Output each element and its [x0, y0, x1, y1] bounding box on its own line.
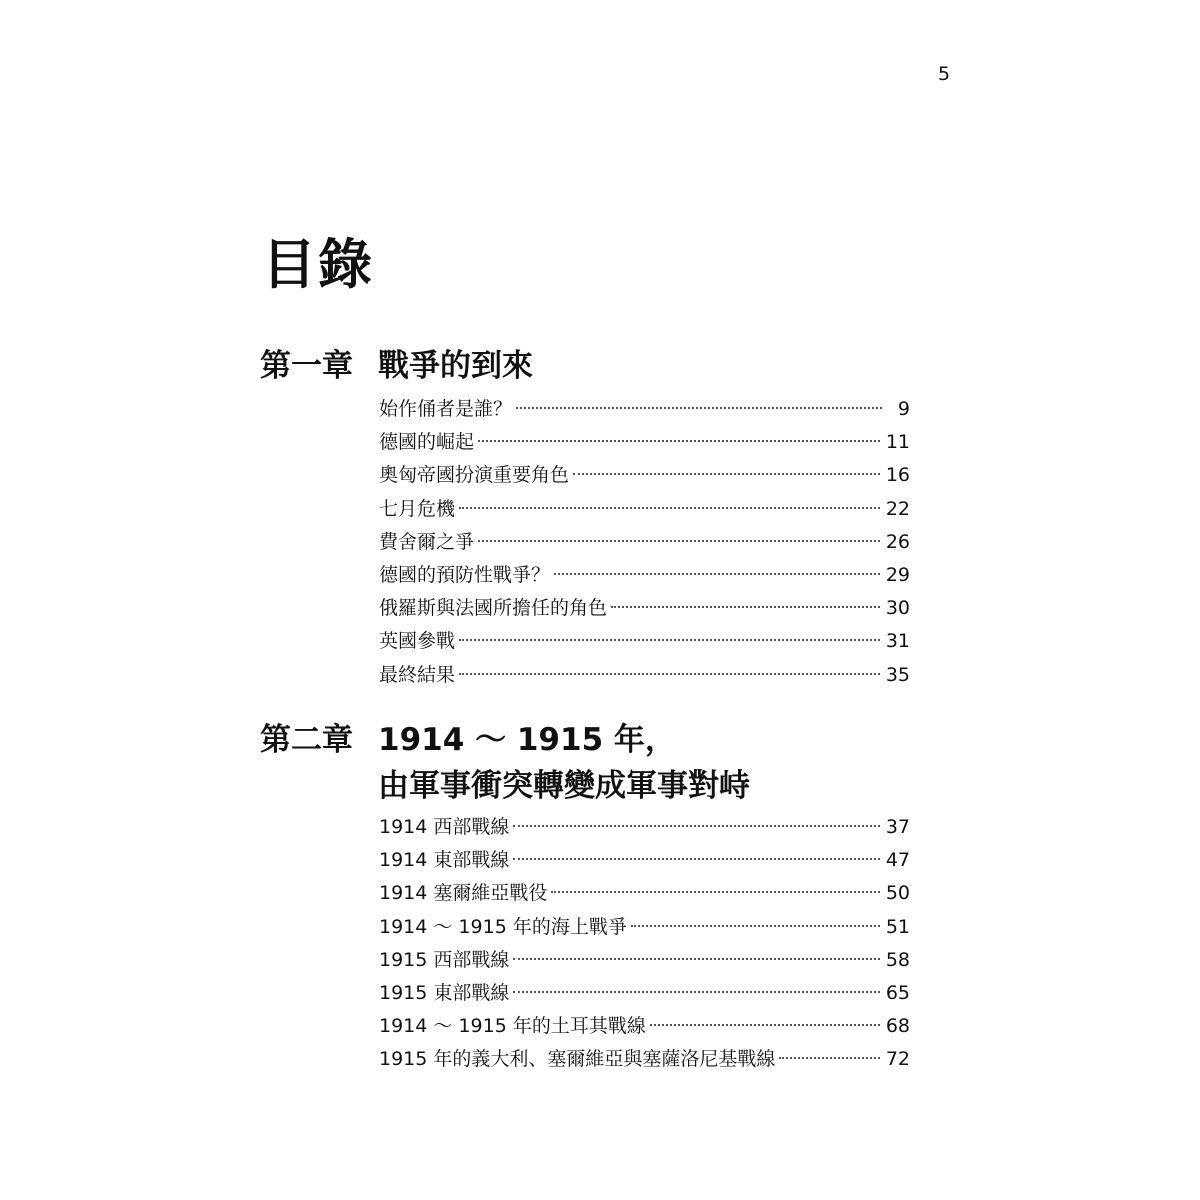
chapter-heading-2[interactable]: [260, 720, 750, 806]
dot-leader: [516, 407, 882, 409]
entry-page: 22: [885, 497, 910, 520]
toc-entry[interactable]: [379, 393, 910, 426]
dot-leader: [513, 858, 879, 860]
toc-entry[interactable]: [379, 625, 910, 658]
entry-page: 30: [885, 597, 910, 620]
dot-leader: [459, 673, 880, 675]
toc-entry[interactable]: [379, 944, 910, 977]
entry-label: 1915 西部戰線: [379, 948, 510, 971]
chapter-number: 第二章: [260, 722, 353, 758]
entry-label: 1914 ～ 1915 年的土耳其戰線: [379, 1015, 646, 1038]
dot-leader: [459, 507, 880, 509]
toc-entry[interactable]: [379, 811, 910, 844]
chapter-title: 戰爭的到來: [378, 348, 533, 384]
toc-entry[interactable]: [379, 844, 910, 877]
toc-entry[interactable]: [379, 592, 910, 625]
entry-page: 35: [885, 663, 910, 686]
chapter-1-entries: [379, 393, 910, 692]
dot-leader: [631, 925, 880, 927]
entry-label: 德國的崛起: [379, 431, 475, 454]
dot-leader: [513, 991, 879, 993]
toc-entry[interactable]: [379, 459, 910, 492]
entry-page: 47: [885, 849, 910, 872]
entry-label: 七月危機: [379, 497, 456, 520]
entry-page: 11: [885, 431, 910, 454]
entry-label: 費舍爾之爭: [379, 530, 475, 553]
entry-label: 俄羅斯與法國所擔任的角色: [379, 597, 608, 620]
toc-entry[interactable]: [379, 426, 910, 459]
toc-entry[interactable]: [379, 1043, 910, 1076]
toc-title: 目錄: [262, 232, 374, 296]
entry-page: 26: [885, 530, 910, 553]
toc-entry[interactable]: [379, 977, 910, 1010]
toc-entry[interactable]: [379, 659, 910, 692]
chapter-heading-1[interactable]: [260, 346, 533, 386]
toc-entry[interactable]: [379, 526, 910, 559]
entry-label: 1914 西部戰線: [379, 816, 510, 838]
entry-label: 始作俑者是誰？: [379, 398, 513, 420]
entry-page: 51: [885, 915, 910, 938]
dot-leader: [478, 540, 880, 542]
toc-entry[interactable]: [379, 493, 910, 526]
dot-leader: [650, 1024, 880, 1026]
entry-page: 9: [897, 398, 910, 420]
chapter-number: 第一章: [260, 348, 353, 384]
entry-page: 72: [885, 1048, 910, 1071]
dot-leader: [513, 825, 879, 827]
toc-entry[interactable]: [379, 1010, 910, 1043]
entry-label: 德國的預防性戰爭？: [379, 563, 551, 586]
entry-page: 65: [885, 981, 910, 1004]
entry-page: 68: [885, 1015, 910, 1038]
entry-page: 29: [885, 563, 910, 586]
toc-entry[interactable]: [379, 877, 910, 910]
chapter-title: 1914 ～ 1915 年，: [378, 722, 676, 758]
entry-label: 1914 塞爾維亞戰役: [379, 882, 548, 905]
dot-leader: [611, 606, 880, 608]
toc-entry[interactable]: [379, 559, 910, 592]
dot-leader: [478, 440, 880, 442]
entry-page: 58: [885, 948, 910, 971]
chapter-subtitle: 由軍事衝突轉變成軍事對峙: [378, 768, 750, 804]
entry-label: 1914 ～ 1915 年的海上戰爭: [379, 915, 627, 938]
dot-leader: [551, 891, 879, 893]
toc-entry[interactable]: [379, 911, 910, 944]
dot-leader: [554, 573, 880, 575]
dot-leader: [459, 639, 880, 641]
dot-leader: [779, 1057, 879, 1059]
chapter-2-entries: [379, 811, 910, 1077]
entry-label: 1915 東部戰線: [379, 981, 510, 1004]
entry-page: 37: [885, 816, 910, 838]
entry-page: 16: [885, 464, 910, 487]
entry-label: 最終結果: [379, 663, 456, 686]
dot-leader: [573, 473, 880, 475]
entry-label: 1914 東部戰線: [379, 849, 510, 872]
page-number: 5: [938, 63, 951, 85]
dot-leader: [513, 958, 879, 960]
entry-page: 50: [885, 882, 910, 905]
entry-label: 1915 年的義大利、塞爾維亞與塞薩洛尼基戰線: [379, 1048, 776, 1071]
entry-label: 奧匈帝國扮演重要角色: [379, 464, 570, 487]
entry-page: 31: [885, 630, 910, 653]
entry-label: 英國參戰: [379, 630, 456, 653]
